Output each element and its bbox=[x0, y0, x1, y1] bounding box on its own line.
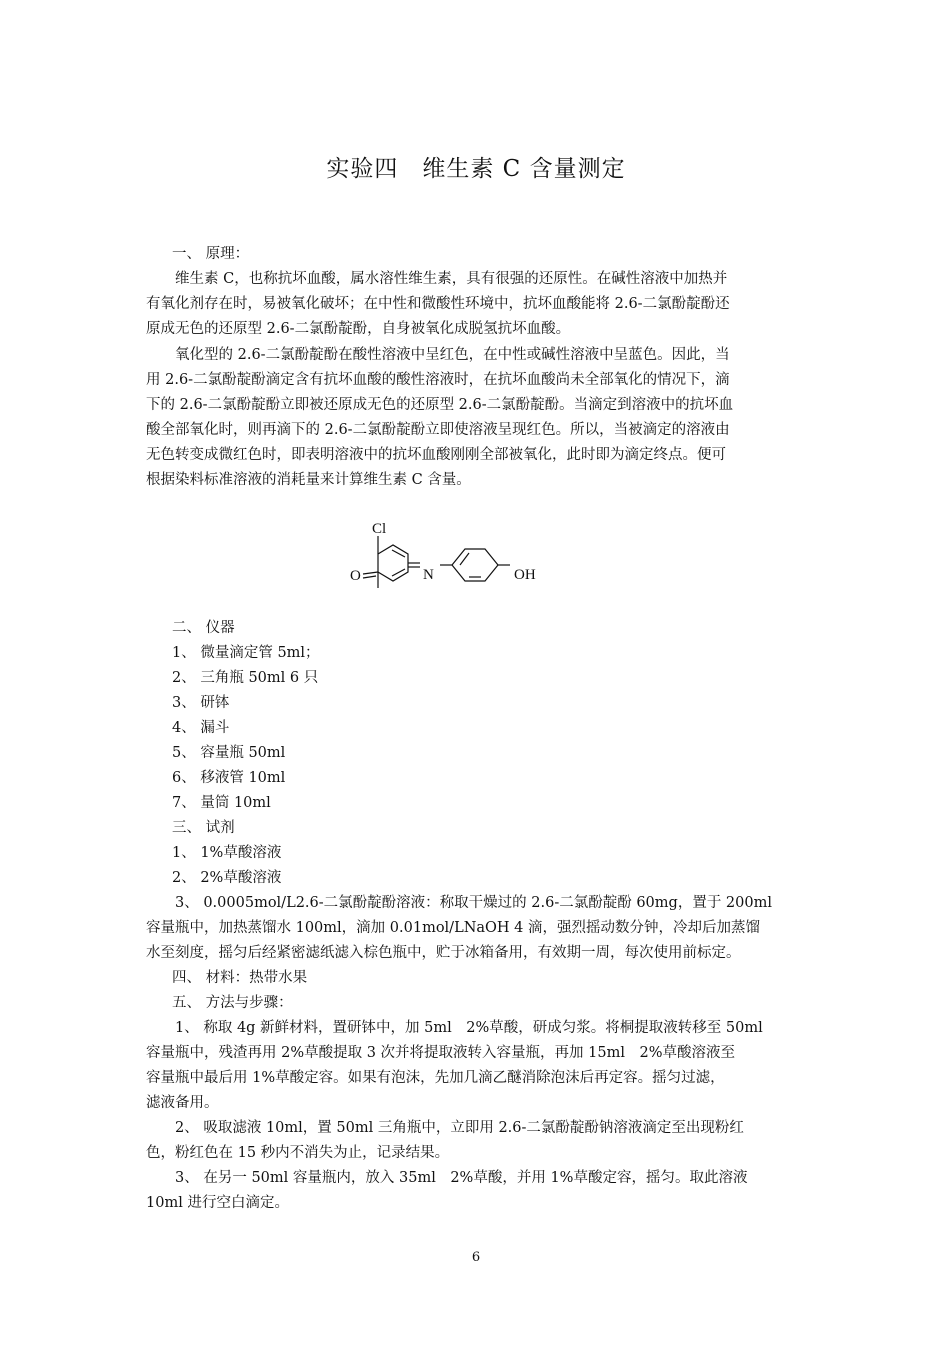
page-title: 实验四 维生素 C 含量测定 bbox=[326, 156, 626, 182]
paragraph-line: 水至刻度，摇匀后经紧密滤纸滤入棕色瓶中，贮于冰箱备用，有效期一周，每次使用前标定。 bbox=[146, 945, 741, 961]
paragraph-line: 维生素 C，也称抗坏血酸，属水溶性维生素，具有很强的还原性。在碱性溶液中加热并 bbox=[175, 271, 728, 287]
list-item: 3、 研钵 bbox=[172, 695, 230, 711]
paragraph-line: 用 2.6-二氯酚靛酚滴定含有抗坏血酸的酸性溶液时，在抗坏血酸尚未全部氧化的情况下，滴 bbox=[146, 372, 730, 388]
paragraph-line: 氧化型的 2.6-二氯酚靛酚在酸性溶液中呈红色，在中性或碱性溶液中呈蓝色。因此，当 bbox=[175, 347, 730, 363]
list-item: 5、 容量瓶 50ml bbox=[172, 745, 286, 761]
structure-label-n: N bbox=[423, 567, 434, 583]
section-heading-materials: 四、 材料：热带水果 bbox=[172, 970, 308, 986]
paragraph-line: 色，粉红色在 15 秒内不消失为止，记录结果。 bbox=[146, 1145, 450, 1161]
paragraph-line: 无色转变成微红色时，即表明溶液中的抗坏血酸刚刚全部被氧化，此时即为滴定终点。便可 bbox=[146, 447, 726, 463]
paragraph-line: 容量瓶中，残渣再用 2%草酸提取 3 次并将提取液转入容量瓶，再加 15ml 2%草酸溶液至 bbox=[146, 1045, 736, 1061]
paragraph-line: 10ml 进行空白滴定。 bbox=[146, 1195, 289, 1211]
paragraph-line: 有氧化剂存在时，易被氧化破坏；在中性和微酸性环境中，抗坏血酸能将 2.6-二氯酚靛酚还 bbox=[146, 296, 730, 312]
section-heading-reagents: 三、 试剂 bbox=[172, 820, 235, 836]
structure-label-cl: Cl bbox=[372, 521, 387, 537]
paragraph-line: 根据染料标准溶液的消耗量来计算维生素 C 含量。 bbox=[146, 472, 471, 488]
list-item: 6、 移液管 10ml bbox=[172, 770, 286, 786]
chemical-structure-diagram bbox=[330, 512, 550, 612]
paragraph-line: 2、 吸取滤液 10ml，置 50ml 三角瓶中，立即用 2.6-二氯酚靛酚钠溶液滴定至出现粉红 bbox=[175, 1120, 744, 1136]
paragraph-line: 下的 2.6-二氯酚靛酚立即被还原成无色的还原型 2.6-二氯酚靛酚。当滴定到溶液中的抗坏血 bbox=[146, 397, 734, 413]
paragraph-line: 3、 0.0005mol/L2.6-二氯酚靛酚溶液：称取干燥过的 2.6-二氯酚靛酚 60mg，置于 200ml bbox=[175, 895, 772, 911]
list-item: 2、 2%草酸溶液 bbox=[172, 870, 282, 886]
list-item: 2、 三角瓶 50ml 6 只 bbox=[172, 670, 319, 686]
section-heading-instruments: 二、 仪器 bbox=[172, 620, 235, 636]
paragraph-line: 1、 称取 4g 新鲜材料，置研钵中，加 5ml 2%草酸，研成匀浆。将桐提取液转移至 50ml bbox=[175, 1020, 763, 1036]
structure-label-oh: OH bbox=[514, 567, 536, 583]
list-item: 4、 漏斗 bbox=[172, 720, 230, 736]
structure-label-o: O bbox=[350, 568, 361, 584]
paragraph-line: 酸全部氧化时，则再滴下的 2.6-二氯酚靛酚立即使溶液呈现红色。所以，当被滴定的溶液由 bbox=[146, 422, 730, 438]
paragraph-line: 容量瓶中最后用 1%草酸定容。如果有泡沫，先加几滴乙醚消除泡沫后再定容。摇匀过滤， bbox=[146, 1070, 725, 1086]
list-item: 1、 微量滴定管 5ml； bbox=[172, 645, 320, 661]
page-number: 6 bbox=[471, 1250, 481, 1265]
paragraph-line: 滤液备用。 bbox=[146, 1095, 219, 1111]
paragraph-line: 原成无色的还原型 2.6-二氯酚靛酚，自身被氧化成脱氢抗坏血酸。 bbox=[146, 321, 571, 337]
section-heading-principle: 一、 原理： bbox=[172, 246, 250, 262]
list-item: 1、 1%草酸溶液 bbox=[172, 845, 282, 861]
paragraph-line: 容量瓶中，加热蒸馏水 100ml，滴加 0.01mol/LNaOH 4 滴，强烈摇动数分钟，冷却后加蒸馏 bbox=[146, 920, 761, 936]
section-heading-methods: 五、 方法与步骤： bbox=[172, 995, 293, 1011]
paragraph-line: 3、 在另一 50ml 容量瓶内，放入 35ml 2%草酸，并用 1%草酸定容，摇匀。取此溶液 bbox=[175, 1170, 748, 1186]
list-item: 7、 量筒 10ml bbox=[172, 795, 271, 811]
